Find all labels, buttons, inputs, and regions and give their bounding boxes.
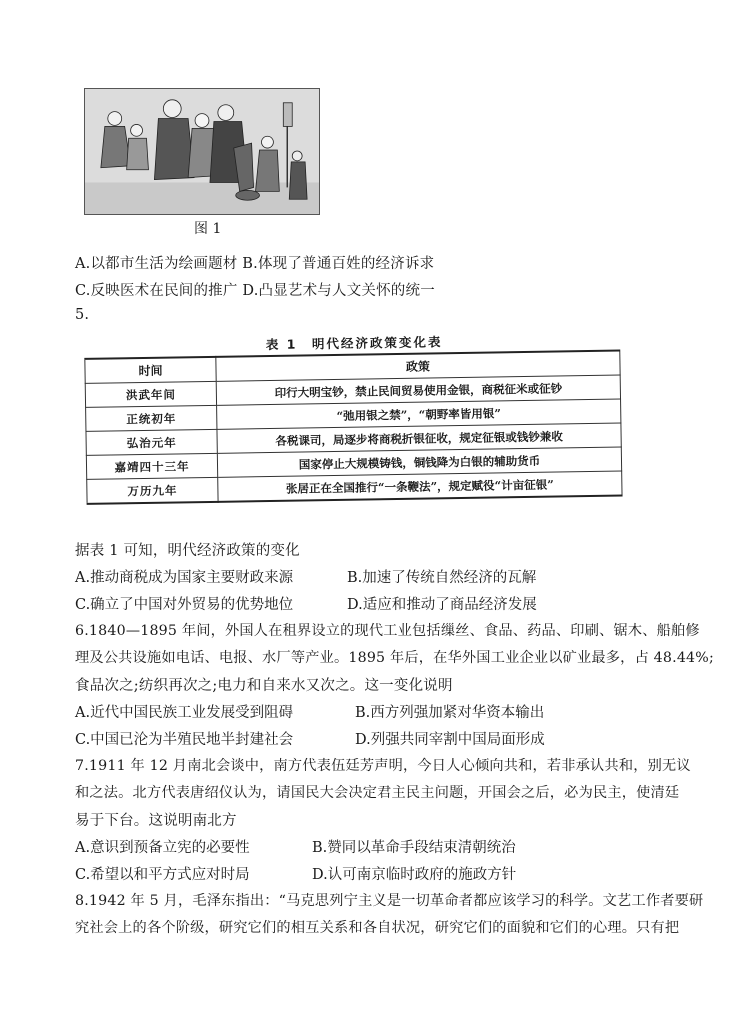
table-cell-time: 洪武年间 xyxy=(85,381,216,407)
q6-stem-line2: 理及公共设施如电话、电报、水厂等产业。1895 年后，在华外国工业企业以矿业最多，占 48.44%; xyxy=(75,650,714,666)
q6-option-c: C.中国已沦为半殖民地半封建社会 xyxy=(75,732,294,748)
painting-illustration xyxy=(85,89,319,214)
q7-option-b: B.赞同以革命手段结束清朝统治 xyxy=(312,840,516,856)
q8-stem-line1: 8.1942 年 5 月，毛泽东指出：“马克思列宁主义是一切革命者都应该学习的科学。文艺工作者要研 xyxy=(75,893,704,909)
table-cell-time: 嘉靖四十三年 xyxy=(86,453,217,479)
q5-option-c: C.确立了中国对外贸易的优势地位 xyxy=(75,597,294,613)
table-header-policy: 政策 xyxy=(216,351,620,382)
q5-option-b: B.加速了传统自然经济的瓦解 xyxy=(347,570,537,586)
q7-stem-line3: 易于下台。这说明南北方 xyxy=(75,813,237,829)
table-title: 表 1 明代经济政策变化表 xyxy=(265,334,443,353)
q6-option-a: A.近代中国民族工业发展受到阻碍 xyxy=(75,705,294,721)
q7-stem-line1: 7.1911 年 12 月南北会谈中，南方代表伍廷芳声明，今日人心倾向共和，若非承认共和，别无议 xyxy=(75,758,691,774)
policy-table-figure xyxy=(80,329,631,518)
table-cell-policy: 印行大明宝钞，禁止民间贸易使用金银，商税征米或征钞 xyxy=(216,375,620,405)
table-cell-policy: “弛用银之禁”，“朝野率皆用银” xyxy=(217,399,621,429)
q5-number: 5. xyxy=(75,307,90,323)
table-cell-time: 弘治元年 xyxy=(86,429,217,455)
figure-1-painting xyxy=(84,88,320,215)
q6-option-d: D.列强共同宰割中国局面形成 xyxy=(355,732,545,748)
q5-stem: 据表 1 可知，明代经济政策的变化 xyxy=(75,543,300,559)
figure-caption: 图 1 xyxy=(194,221,222,237)
q8-stem-line2: 究社会上的各个阶级，研究它们的相互关系和各自状况，研究它们的面貌和它们的心理。只有把 xyxy=(75,920,680,936)
q7-stem-line2: 和之法。北方代表唐绍仪认为，请国民大会决定君主民主问题，开国会之后，必为民主，使清廷 xyxy=(75,785,680,801)
table-cell-time: 万历九年 xyxy=(87,477,218,504)
q6-stem-line1: 6.1840—1895 年间，外国人在租界设立的现代工业包括缫丝、食品、药品、印刷、锯木、船舶修 xyxy=(75,623,700,639)
table-cell-time: 正统初年 xyxy=(86,405,217,431)
q7-option-c: C.希望以和平方式应对时局 xyxy=(75,867,250,883)
table-cell-policy: 张居正在全国推行“一条鞭法”，规定赋役“计亩征银” xyxy=(218,471,622,502)
q7-option-d: D.认可南京临时政府的施政方针 xyxy=(312,867,517,883)
table-cell-policy: 国家停止大规模铸钱，铜钱降为白银的辅助货币 xyxy=(217,447,621,477)
q7-option-a: A.意识到预备立宪的必要性 xyxy=(75,840,250,856)
policy-table xyxy=(84,350,622,505)
q5-option-d: D.适应和推动了商品经济发展 xyxy=(347,597,537,613)
q6-stem-line3: 食品次之;纺织再次之;电力和自来水又次之。这一变化说明 xyxy=(75,678,453,694)
q4-options-ab: A.以都市生活为绘画题材 B.体现了普通百姓的经济诉求 xyxy=(75,256,435,272)
q6-option-b: B.西方列强加紧对华资本输出 xyxy=(355,705,545,721)
q4-options-cd: C.反映医术在民间的推广 D.凸显艺术与人文关怀的统一 xyxy=(75,283,435,299)
table-header-time: 时间 xyxy=(85,357,216,384)
table-cell-policy: 各税课司，局逐步将商税折银征收，规定征银或钱钞兼收 xyxy=(217,423,621,453)
q5-option-a: A.推动商税成为国家主要财政来源 xyxy=(75,570,294,586)
